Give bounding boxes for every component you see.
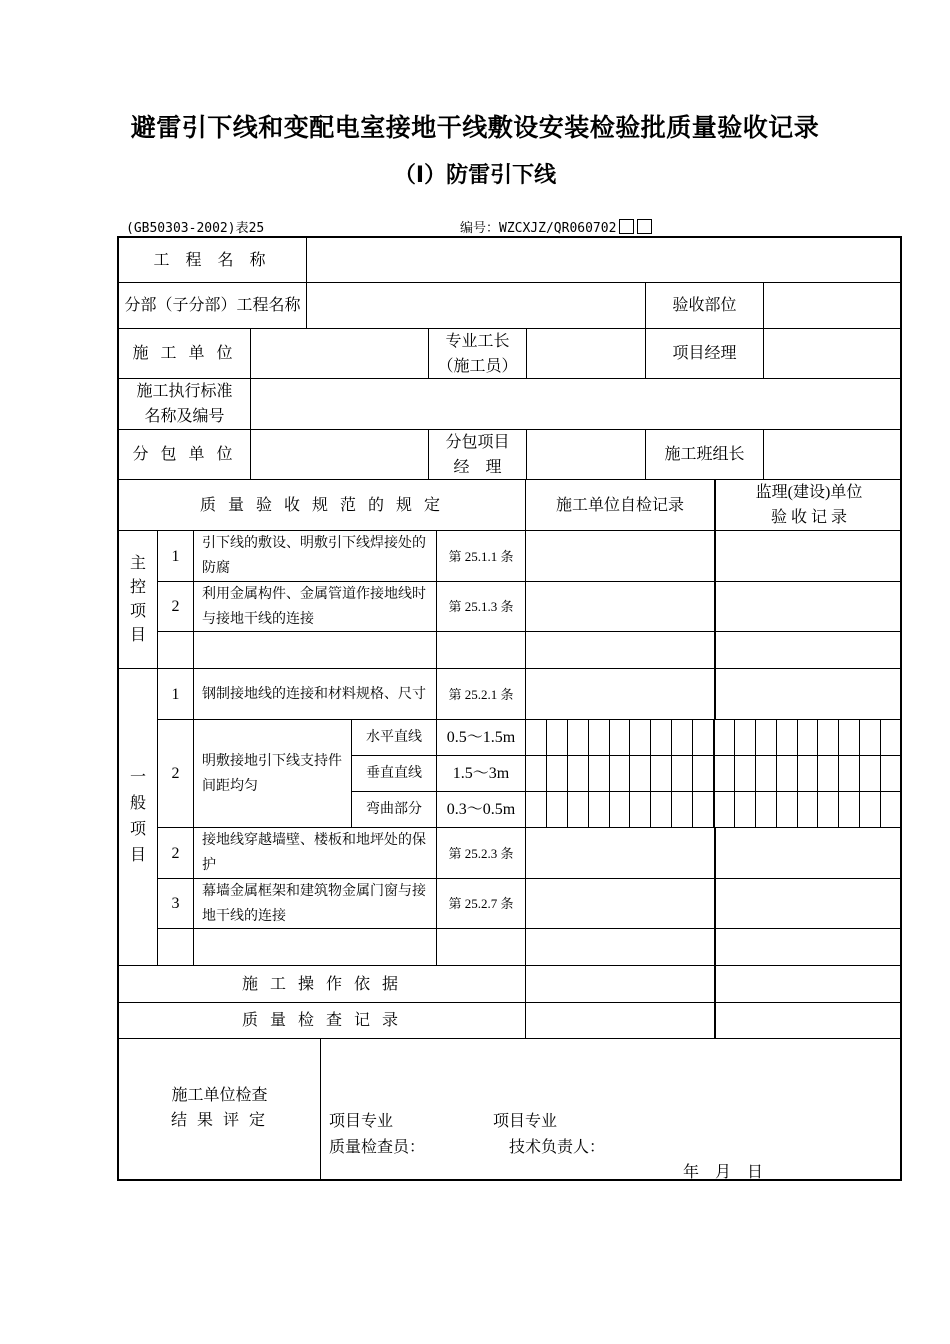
construction-unit-label: 施 工 单 位 — [119, 329, 251, 379]
project-manager-label: 项目经理 — [646, 329, 764, 379]
measurement-cell[interactable] — [526, 792, 547, 828]
sub-pm-line2: 经 理 — [453, 458, 502, 476]
project-name-label: 工 程 名 称 — [119, 238, 307, 283]
measurement-cell[interactable] — [777, 720, 798, 756]
g-empty-clause[interactable] — [437, 929, 526, 966]
project-name-field[interactable] — [307, 238, 902, 283]
standard-field[interactable] — [251, 379, 902, 430]
measurement-cell[interactable] — [651, 756, 672, 792]
mc-item-2-clause: 第 25.1.3 条 — [437, 582, 526, 632]
g-empty-number[interactable] — [158, 929, 194, 966]
measurement-cell[interactable] — [839, 792, 860, 828]
sub-pm-line1: 分包项目 — [445, 433, 510, 451]
g-item-4-text: 幕墙金属框架和建筑物金属门窗与接地干线的连接 — [194, 879, 437, 929]
form-title: 避雷引下线和变配电室接地干线敷设安装检验批质量验收记录 — [130, 113, 820, 142]
g-sub-bend-name: 弯曲部分 — [352, 792, 437, 828]
standard-label — [119, 379, 251, 430]
measurement-cell[interactable] — [672, 756, 693, 792]
operation-basis-supervision[interactable] — [715, 966, 902, 1003]
evaluation-label — [119, 1039, 321, 1181]
quality-record-label: 质 量 检 查 记 录 — [119, 1003, 526, 1039]
measurement-cell[interactable] — [881, 756, 902, 792]
measurement-cell[interactable] — [568, 720, 589, 756]
mc-item-2-text: 利用金属构件、金属管道作接地线时与接地干线的连接 — [194, 582, 437, 632]
operation-basis-label: 施 工 操 作 依 据 — [119, 966, 526, 1003]
g-item-3-text: 接地线穿越墙壁、楼板和地坪处的保护 — [194, 828, 437, 879]
mc-empty-self-check[interactable] — [526, 632, 715, 669]
measurement-cell[interactable] — [860, 756, 881, 792]
spec-column-header: 质 量 验 收 规 范 的 规 定 — [119, 480, 526, 531]
measurement-cell[interactable] — [693, 756, 714, 792]
measurement-cell[interactable] — [798, 756, 819, 792]
g-item-1-clause: 第 25.2.1 条 — [437, 669, 526, 720]
measurement-cell[interactable] — [756, 720, 777, 756]
g-sub-horizontal-value: 0.5～1.5m — [437, 720, 526, 756]
measurement-cell[interactable] — [568, 792, 589, 828]
quality-record-self-check[interactable] — [526, 1003, 715, 1039]
measurement-cell[interactable] — [547, 792, 568, 828]
foreman-label — [429, 329, 527, 379]
team-leader-label: 施工班组长 — [646, 430, 764, 480]
general-char-3: 项 — [129, 821, 146, 838]
measurement-cell[interactable] — [630, 756, 651, 792]
inspection-form-table — [117, 236, 902, 1181]
measurement-cell[interactable] — [589, 792, 610, 828]
g-item-2-text: 明敷接地引下线支持件间距均匀 — [194, 720, 352, 828]
general-char-2: 般 — [129, 795, 146, 812]
measurement-cell[interactable] — [735, 756, 756, 792]
g-sub-vertical-value: 1.5～3m — [437, 756, 526, 792]
serial-checkbox-1[interactable] — [619, 219, 634, 234]
measurement-cell[interactable] — [860, 792, 881, 828]
g-item-3-clause: 第 25.2.3 条 — [437, 828, 526, 879]
quality-inspector-line2: 质量检查员： — [329, 1139, 426, 1156]
measurement-cell[interactable] — [714, 720, 735, 756]
measurement-cell[interactable] — [818, 792, 839, 828]
measurement-cell[interactable] — [672, 720, 693, 756]
foreman-line2: （施工员） — [437, 357, 518, 375]
quality-record-supervision[interactable] — [715, 1003, 902, 1039]
measurement-cell[interactable] — [651, 792, 672, 828]
measurement-cell[interactable] — [693, 720, 714, 756]
mc-empty-text[interactable] — [194, 632, 437, 669]
general-label — [119, 669, 158, 966]
measurement-cell[interactable] — [735, 720, 756, 756]
g-item-1-number: 1 — [158, 669, 194, 720]
evaluation-line1: 施工单位检查 — [171, 1087, 268, 1104]
g-empty-text[interactable] — [194, 929, 437, 966]
measurement-cell[interactable] — [818, 720, 839, 756]
measurement-cell[interactable] — [756, 792, 777, 828]
sub-project-label: 分部（子分部）工程名称 — [119, 283, 307, 329]
measurement-cell[interactable] — [777, 792, 798, 828]
g-item-3-number: 2 — [158, 828, 194, 879]
g-item-4-self-check[interactable] — [526, 879, 715, 929]
accept-part-field[interactable] — [764, 283, 902, 329]
g-item-2-number: 2 — [158, 720, 194, 828]
serial-checkbox-2[interactable] — [637, 219, 652, 234]
measurement-cell[interactable] — [860, 720, 881, 756]
construction-unit-field[interactable] — [251, 329, 429, 379]
main-control-char-2: 控 — [129, 578, 146, 596]
mc-item-2-self-check[interactable] — [526, 582, 715, 632]
g-sub-vertical-name: 垂直直线 — [352, 756, 437, 792]
measurement-cell[interactable] — [589, 720, 610, 756]
main-control-char-3: 项 — [129, 602, 146, 620]
accept-part-label: 验收部位 — [646, 283, 764, 329]
measurement-cell[interactable] — [568, 756, 589, 792]
g-item-3-self-check[interactable] — [526, 828, 715, 879]
mc-item-1-self-check[interactable] — [526, 531, 715, 582]
g-sub-horizontal-name: 水平直线 — [352, 720, 437, 756]
self-check-column-header: 施工单位自检记录 — [526, 480, 715, 531]
main-control-label — [119, 531, 158, 669]
measurement-cell[interactable] — [610, 792, 631, 828]
sub-pm-label — [429, 430, 527, 480]
mc-item-2-supervision[interactable] — [715, 582, 902, 632]
measurement-cell[interactable] — [777, 756, 798, 792]
serial-number — [460, 217, 652, 236]
mc-item-1-supervision[interactable] — [715, 531, 902, 582]
measurement-cell[interactable] — [818, 756, 839, 792]
g-item-1-supervision[interactable] — [715, 669, 902, 720]
g-item-4-supervision[interactable] — [715, 879, 902, 929]
mc-empty-number[interactable] — [158, 632, 194, 669]
main-control-char-4: 目 — [129, 626, 146, 644]
foreman-field[interactable] — [527, 329, 646, 379]
measurement-cell[interactable] — [714, 792, 735, 828]
quality-inspector-line1: 项目专业 — [329, 1113, 394, 1130]
measurement-cell[interactable] — [630, 720, 651, 756]
g-item-4-clause: 第 25.2.7 条 — [437, 879, 526, 929]
measurement-cell[interactable] — [839, 756, 860, 792]
project-manager-field[interactable] — [764, 329, 902, 379]
measurement-cell[interactable] — [547, 756, 568, 792]
g-item-1-self-check[interactable] — [526, 669, 715, 720]
g-item-3-supervision[interactable] — [715, 828, 902, 879]
g-sub-bend-value: 0.3～0.5m — [437, 792, 526, 828]
evaluation-line2: 结 果 评 定 — [170, 1112, 268, 1129]
main-control-char-1: 主 — [129, 554, 146, 572]
general-char-1: 一 — [129, 769, 146, 786]
g-item-4-number: 3 — [158, 879, 194, 929]
measurement-cell[interactable] — [589, 756, 610, 792]
standard-line2: 名称及编号 — [144, 408, 225, 425]
g-item-1-text: 钢制接地线的连接和材料规格、尺寸 — [194, 669, 437, 720]
measurement-cell[interactable] — [881, 720, 902, 756]
supervision-column-header — [715, 480, 902, 531]
foreman-line1: 专业工长 — [445, 332, 510, 350]
form-subtitle: （Ⅰ）防雷引下线 — [393, 163, 557, 188]
g-empty-self-check[interactable] — [526, 929, 715, 966]
supervision-line2: 验 收 记 录 — [770, 509, 847, 526]
technical-lead-line2: 技术负责人： — [509, 1139, 606, 1156]
standard-line1: 施工执行标准 — [136, 383, 233, 400]
measurement-cell[interactable] — [547, 720, 568, 756]
measurement-cell[interactable] — [672, 792, 693, 828]
measurement-cell[interactable] — [610, 720, 631, 756]
measurement-cell[interactable] — [693, 792, 714, 828]
sub-unit-label: 分 包 单 位 — [119, 430, 251, 480]
measurement-cell[interactable] — [651, 720, 672, 756]
measurement-cell[interactable] — [881, 792, 902, 828]
supervision-line1: 监理(建设)单位 — [755, 484, 863, 501]
sub-pm-field[interactable] — [527, 430, 646, 480]
mc-empty-supervision[interactable] — [715, 632, 902, 669]
measurement-grid — [526, 720, 902, 828]
mc-item-1-text: 引下线的敷设、明敷引下线焊接处的防腐 — [194, 531, 437, 582]
general-char-4: 目 — [129, 847, 146, 864]
mc-item-1-clause: 第 25.1.1 条 — [437, 531, 526, 582]
sub-project-field[interactable] — [307, 283, 646, 329]
measurement-cell[interactable] — [610, 756, 631, 792]
measurement-cell[interactable] — [756, 756, 777, 792]
mc-empty-clause[interactable] — [437, 632, 526, 669]
measurement-cell[interactable] — [798, 792, 819, 828]
measurement-cell[interactable] — [839, 720, 860, 756]
standard-reference: (GB50303-2002)表25 — [126, 221, 265, 236]
measurement-cell[interactable] — [526, 756, 547, 792]
measurement-cell[interactable] — [714, 756, 735, 792]
signature-date: 年 月 日 — [683, 1164, 764, 1181]
sub-unit-field[interactable] — [251, 430, 429, 480]
serial-label: 编号：WZCXJZ/QR060702 — [460, 221, 617, 236]
measurement-cell[interactable] — [798, 720, 819, 756]
g-empty-supervision[interactable] — [715, 929, 902, 966]
technical-lead-line1: 项目专业 — [493, 1113, 558, 1130]
evaluation-field[interactable] — [321, 1039, 902, 1181]
team-leader-field[interactable] — [764, 430, 902, 480]
mc-item-1-number: 1 — [158, 531, 194, 582]
measurement-cell[interactable] — [735, 792, 756, 828]
mc-item-2-number: 2 — [158, 582, 194, 632]
operation-basis-self-check[interactable] — [526, 966, 715, 1003]
measurement-cell[interactable] — [526, 720, 547, 756]
measurement-cell[interactable] — [630, 792, 651, 828]
